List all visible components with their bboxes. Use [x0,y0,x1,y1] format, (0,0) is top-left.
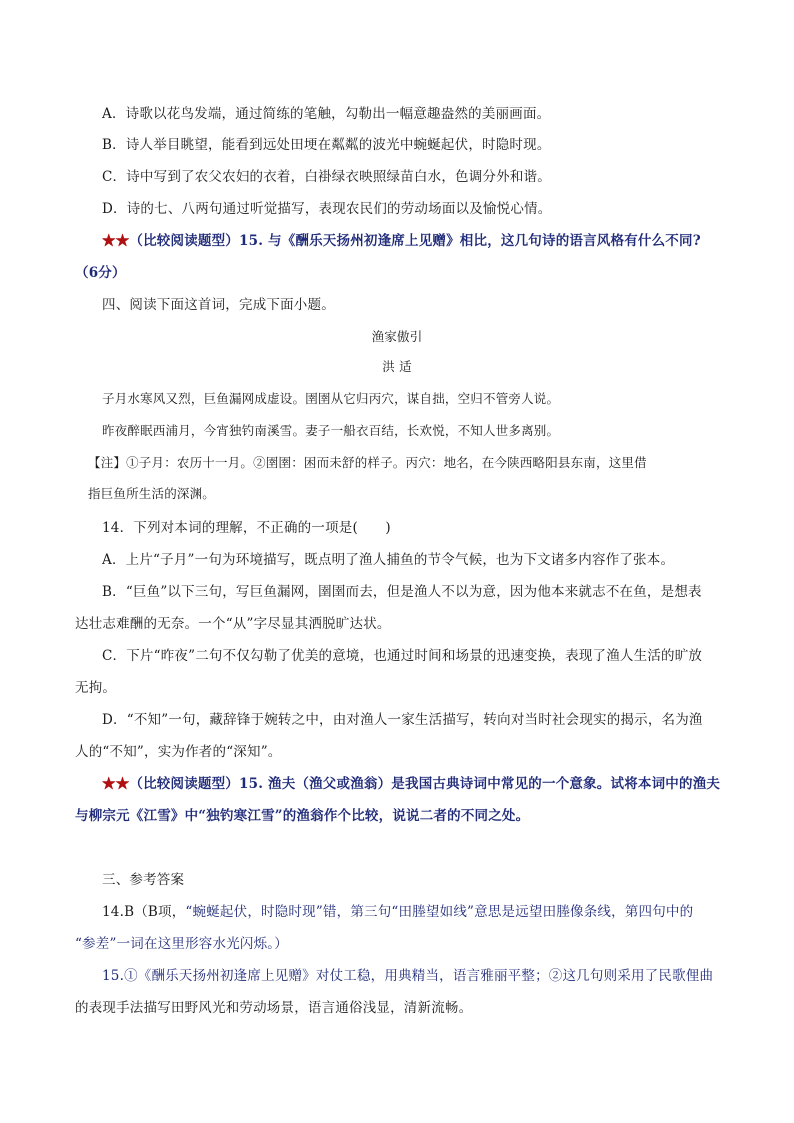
question-15-prev-points: （6分） [75,265,126,281]
poem-note-line-1: 【注】①子月：农历十一月。②圉圉：困而未舒的样子。丙穴：地名，在今陕西略阳县东南，这里借 [88,455,647,470]
answer-15-line-1: 15.①《酬乐天扬州初逢席上见赠》对仗工稳，用典精当，语言雅丽平整；②这几句则采用了民歌俚曲 [102,968,714,984]
difficulty-stars: ★★ [102,776,130,792]
poem-note-line-2: 指巨鱼所生活的深渊。 [88,486,216,501]
question-15-prev-text: （比较阅读题型）15. 与《酬乐天扬州初逢席上见赠》相比，这几句诗的语言风格有什么不同? [129,233,701,249]
question-15-line-1 [102,772,720,792]
question-14-option-c-line-2: 无拘。 [75,680,117,696]
option-b-prev: B．诗人举目眺望，能看到远处田埂在粼粼的波光中蜿蜒起伏，时隐时现。 [102,137,551,153]
question-15-prev [102,229,701,249]
option-d-prev: D．诗的七、八两句通过听觉描写，表现农民们的劳动场面以及愉悦心情。 [102,201,552,217]
answers-title: 三、参考答案 [102,872,185,888]
answer-14-line-2: “参差”一词在这里形容水光闪烁。） [75,936,288,952]
question-14-option-d-line-2: 人的“不知”，实为作者的“深知”。 [75,744,282,760]
option-a-prev: A．诗歌以花鸟发端，通过简练的笔触，勾勒出一幅意趣盎然的美丽画面。 [102,106,551,122]
poem-author: 洪 适 [382,359,412,374]
answer-14-line-1 [102,900,693,920]
answer-14-explanation: “蜿蜒起伏，时隐时现”错，第三句“田塍望如线”意思是远望田塍像条线，第四句中的 [185,904,694,920]
poem-line-2: 昨夜醉眠西浦月，今宵独钓南溪雪。妻子一船衣百结，长欢悦，不知人世多离别。 [102,423,560,438]
question-15-text: （比较阅读题型）15. 渔夫（渔父或渔翁）是我国古典诗词中常见的一个意象。试将本词中的渔夫 [129,776,721,792]
question-14-option-c-line-1: C．下片“昨夜”二句不仅勾勒了优美的意境，也通过时间和场景的迅速变换，表现了渔人生活的旷放 [102,648,703,664]
question-14-option-a: A．上片“子月”一句为环境描写，既点明了渔人捕鱼的节令气候，也为下文诸多内容作了张本。 [102,552,675,568]
section-4-title: 四、阅读下面这首词，完成下面小题。 [102,297,335,313]
question-14-option-b-line-1: B．“巨鱼”以下三句，写巨鱼漏网，圉圉而去，但是渔人不以为意，因为他本来就志不在鱼，是想表 [102,584,702,600]
option-c-prev: C．诗中写到了农父农妇的衣着，白褂绿衣映照绿苗白水，色调分外和谐。 [102,169,551,185]
question-14-option-d-line-1: D．“不知”一句，藏辞锋于婉转之中，由对渔人一家生活描写，转向对当时社会现实的揭示，名为渔 [102,712,703,728]
poem-line-1: 子月水寒风又烈，巨鱼漏网成虚设。圉圉从它归丙穴，谋自拙，空归不管旁人说。 [102,391,560,406]
poem-title: 渔家傲引 [371,329,423,344]
question-14-stem: 14．下列对本词的理解，不正确的一项是( ) [102,520,391,536]
difficulty-stars: ★★ [102,233,130,249]
answer-14-prefix: 14.B（B项， [102,904,186,920]
answer-15-line-2: 的表现手法描写田野风光和劳动场景，语言通俗浅显，清新流畅。 [75,1000,473,1016]
question-15-line-2: 与柳宗元《江雪》中“独钓寒江雪”的渔翁作个比较，说说二者的不同之处。 [75,808,530,824]
question-14-option-b-line-2: 达壮志难酬的无奈。一个“从”字尽显其洒脱旷达状。 [75,616,391,632]
